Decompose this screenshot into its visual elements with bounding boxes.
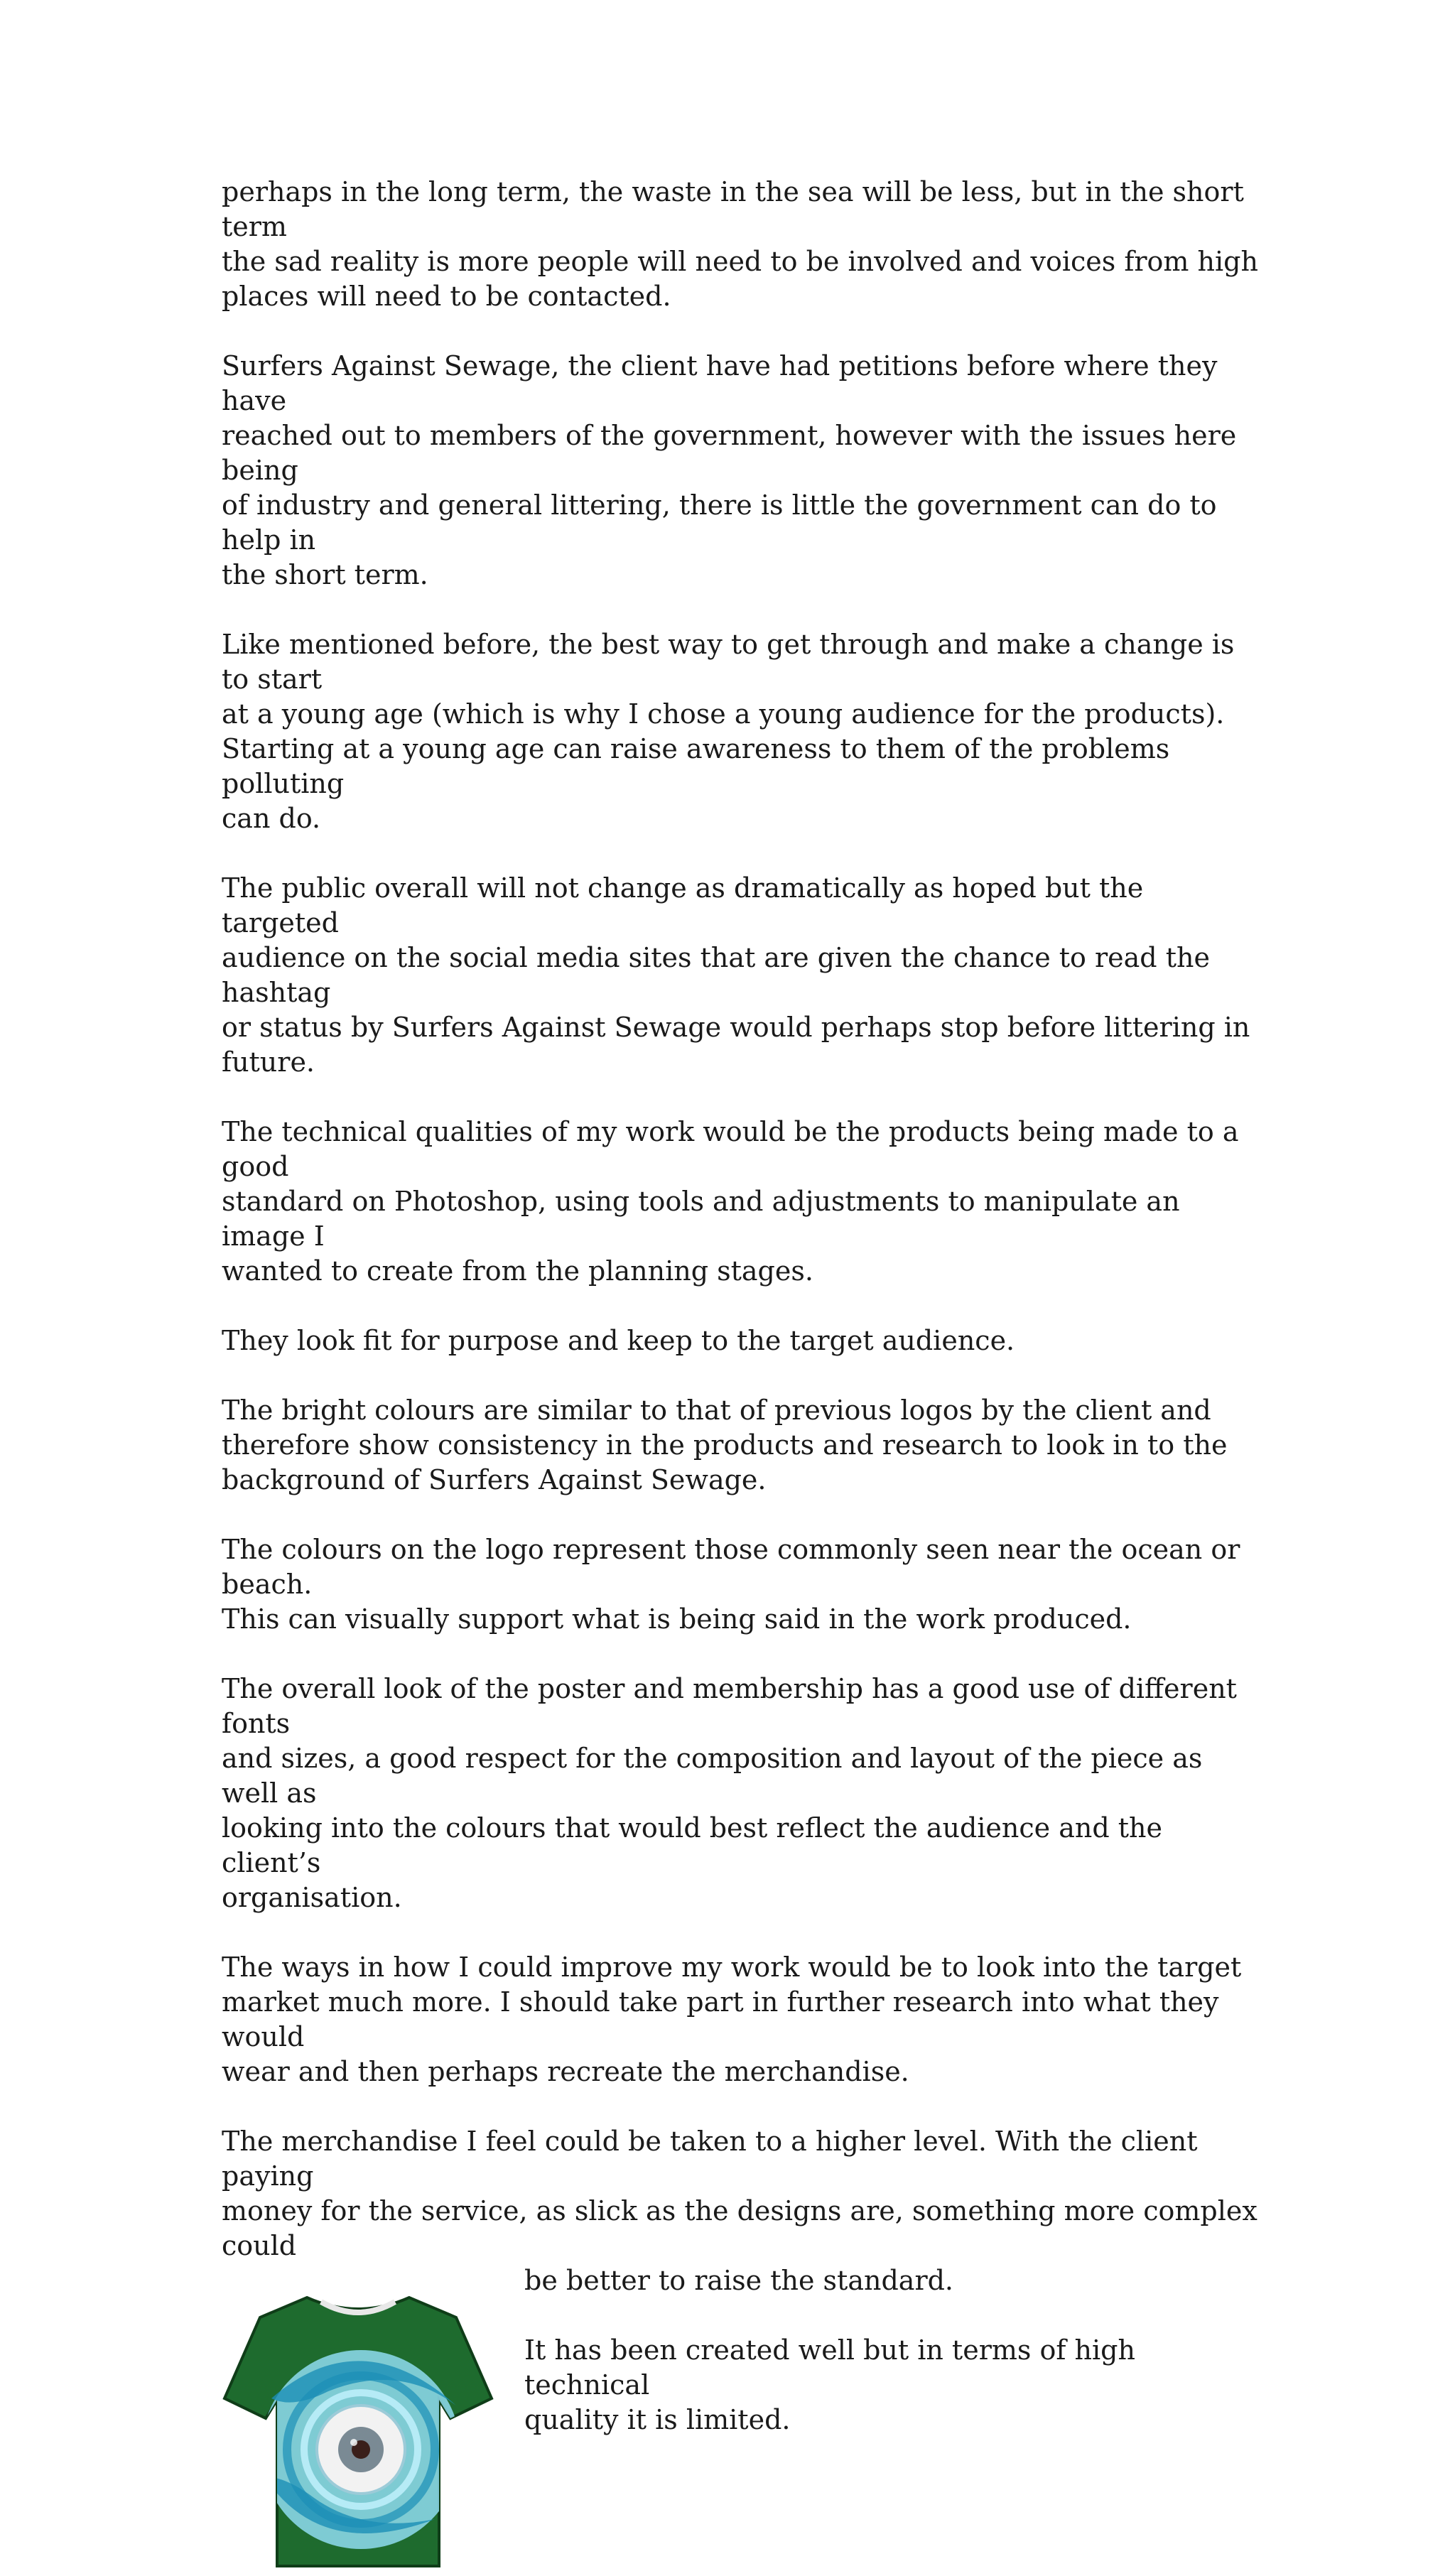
paragraph: They look fit for purpose and keep to the target audience. bbox=[222, 1325, 1015, 1356]
paragraph: The bright colours are similar to that of previous logos by the client and therefore show consistency in the products and research to look in to the background of Surfers Against Sewage. bbox=[222, 1395, 1228, 1495]
paragraph: perhaps in the long term, the waste in the sea will be less, but in the short term the sad reality is more people will need to be involved and voices from high places will need to be contacted. bbox=[222, 176, 1258, 312]
merchandise-section bbox=[222, 2263, 1259, 2576]
paragraph: Like mentioned before, the best way to get through and make a change is to start at a young age (which is why I chose a young audience for the products). Starting at a young age can raise awareness to them of the problems polluting can do. bbox=[222, 629, 1235, 834]
paragraph: The public overall will not change as dramatically as hoped but the targeted audience on the social media sites that are given the chance to read the hashtag or status by Surfers Against Sewage would perhaps stop before littering in future. bbox=[222, 872, 1250, 1078]
paragraph: The overall look of the poster and membership has a good use of different fonts and sizes, a good respect for the composition and layout of the piece as well as looking into the colours that would best reflect the audience and the client’s organisation. bbox=[222, 1673, 1237, 1913]
paragraph: The technical qualities of my work would be the products being made to a good standard on Photoshop, using tools and adjustments to manipulate an image I wanted to create from the planning stages. bbox=[222, 1116, 1239, 1287]
merchandise-text bbox=[524, 2263, 1256, 2472]
paragraph: It has been created well but in terms of high technical quality it is limited. bbox=[524, 2334, 1135, 2435]
paragraph: The merchandise I feel could be taken to a higher level. With the client paying money for the service, as slick as the designs are, something more complex could bbox=[222, 2126, 1257, 2261]
paragraph: The ways in how I could improve my work would be to look into the target market much more. I should take part in further research into what they would wear and then perhaps recreate the merchandise. bbox=[222, 1952, 1242, 2087]
paragraph: be better to raise the standard. bbox=[524, 2265, 954, 2296]
tshirt-icon bbox=[222, 2292, 494, 2569]
paragraph: The colours on the logo represent those commonly seen near the ocean or beach. This can visually support what is being said in the work produced. bbox=[222, 1534, 1240, 1635]
document-body bbox=[222, 175, 1259, 2576]
paragraph: Surfers Against Sewage, the client have had petitions before where they have reached out to members of the government, however with the issues here being of industry and general littering, there is little the government can do to help in the short term. bbox=[222, 350, 1237, 590]
